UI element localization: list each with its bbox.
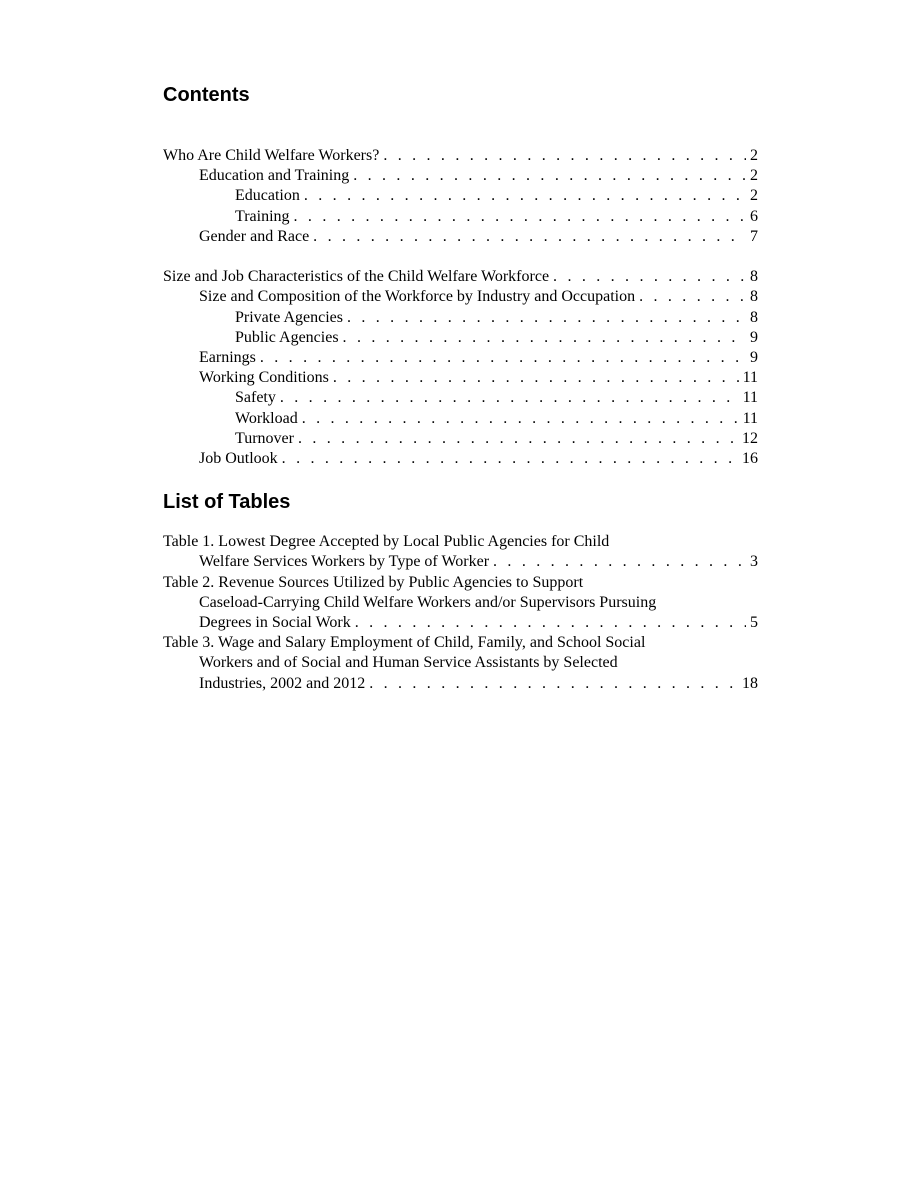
toc-entry-page: 9 [750, 328, 758, 346]
toc-entry-page: 2 [750, 187, 758, 205]
toc-entry[interactable] [163, 449, 758, 469]
document-page [163, 82, 758, 694]
dot-leader [304, 186, 746, 206]
list-of-tables [163, 532, 758, 694]
table-list-entry[interactable] [163, 633, 758, 694]
toc-entry[interactable] [163, 388, 758, 408]
toc-entry[interactable] [163, 166, 758, 186]
toc-entry[interactable] [163, 186, 758, 206]
toc-entry[interactable] [163, 267, 758, 287]
dot-leader [639, 287, 746, 307]
toc-entry-title: Training [235, 207, 290, 225]
dot-leader [313, 227, 746, 247]
toc-entry-title: Job Outlook [199, 450, 278, 468]
toc-entry-page: 9 [750, 349, 758, 367]
contents-heading: Contents [163, 84, 250, 106]
toc-entry-page: 7 [750, 227, 758, 245]
dot-leader [355, 613, 746, 633]
toc-entry-title: Gender and Race [199, 227, 310, 245]
table-entry-page: 5 [750, 614, 758, 632]
toc-entry-title: Private Agencies [235, 308, 343, 326]
dot-leader [260, 348, 746, 368]
dot-leader [333, 368, 739, 388]
toc-entry-page: 8 [750, 268, 758, 286]
dot-leader [294, 207, 746, 227]
toc-entry-title: Education and Training [199, 167, 350, 185]
table-of-contents [163, 146, 758, 469]
toc-entry-page: 2 [750, 167, 758, 185]
dot-leader [280, 388, 739, 408]
table-entry-title-line: Industries, 2002 and 2012 [199, 674, 366, 692]
toc-entry-page: 11 [742, 409, 758, 427]
dot-leader [347, 308, 746, 328]
table-entry-title-line: Welfare Services Workers by Type of Worker [199, 553, 490, 571]
toc-entry-page: 2 [750, 147, 758, 164]
toc-entry[interactable] [163, 429, 758, 449]
toc-entry-page: 8 [750, 308, 758, 326]
table-list-entry[interactable] [163, 573, 758, 634]
toc-entry[interactable] [163, 207, 758, 227]
toc-entry[interactable] [163, 287, 758, 307]
toc-entry[interactable] [163, 368, 758, 388]
dot-leader [553, 267, 746, 287]
toc-entry[interactable] [163, 348, 758, 368]
toc-entry-title: Education [235, 187, 300, 205]
toc-entry-title: Size and Job Characteristics of the Child Welfare Workforce [163, 268, 550, 286]
toc-entry-title: Workload [235, 409, 298, 427]
toc-entry-page: 6 [750, 207, 758, 225]
dot-leader [298, 429, 738, 449]
toc-entry-title: Earnings [199, 349, 256, 367]
toc-entry-page: 12 [742, 429, 758, 447]
dot-leader [493, 552, 746, 572]
toc-section [163, 267, 758, 469]
table-entry-title-line: Workers and of Social and Human Service Assistants by Selected [199, 654, 618, 672]
dot-leader [302, 409, 739, 429]
toc-entry[interactable] [163, 409, 758, 429]
toc-entry-title: Turnover [235, 429, 294, 447]
toc-entry-page: 11 [742, 369, 758, 387]
dot-leader [353, 166, 746, 186]
toc-entry[interactable] [163, 308, 758, 328]
toc-entry-title: Size and Composition of the Workforce by Industry and Occupation [199, 288, 636, 306]
toc-entry-page: 16 [742, 450, 758, 468]
toc-entry[interactable] [163, 328, 758, 348]
toc-entry-title: Public Agencies [235, 328, 339, 346]
toc-entry-page: 8 [750, 288, 758, 306]
dot-leader [369, 674, 738, 694]
toc-entry-page: 11 [742, 389, 758, 407]
table-entry-title-line: Caseload-Carrying Child Welfare Workers and/or Supervisors Pursuing [199, 593, 657, 611]
table-entry-title-line: Table 3. Wage and Salary Employment of Child, Family, and School Social [163, 634, 646, 652]
toc-section [163, 146, 758, 247]
toc-entry-title: Safety [235, 389, 276, 407]
toc-entry[interactable] [163, 146, 758, 166]
list-of-tables-heading: List of Tables [163, 491, 291, 514]
dot-leader [343, 328, 746, 348]
table-entry-page: 18 [742, 674, 758, 692]
toc-entry-title: Working Conditions [199, 369, 329, 387]
table-entry-title-line: Table 2. Revenue Sources Utilized by Public Agencies to Support [163, 573, 584, 591]
dot-leader [383, 146, 746, 166]
toc-entry[interactable] [163, 227, 758, 247]
table-entry-last-line [163, 552, 758, 572]
table-entry-title-line: Table 1. Lowest Degree Accepted by Local Public Agencies for Child [163, 533, 610, 551]
table-entry-last-line [163, 674, 758, 694]
table-entry-page: 3 [750, 553, 758, 571]
table-list-entry[interactable] [163, 532, 758, 572]
toc-entry-title: Who Are Child Welfare Workers? [163, 147, 380, 164]
table-entry-title-line: Degrees in Social Work [199, 614, 351, 632]
table-entry-last-line [163, 613, 758, 633]
dot-leader [282, 449, 738, 469]
